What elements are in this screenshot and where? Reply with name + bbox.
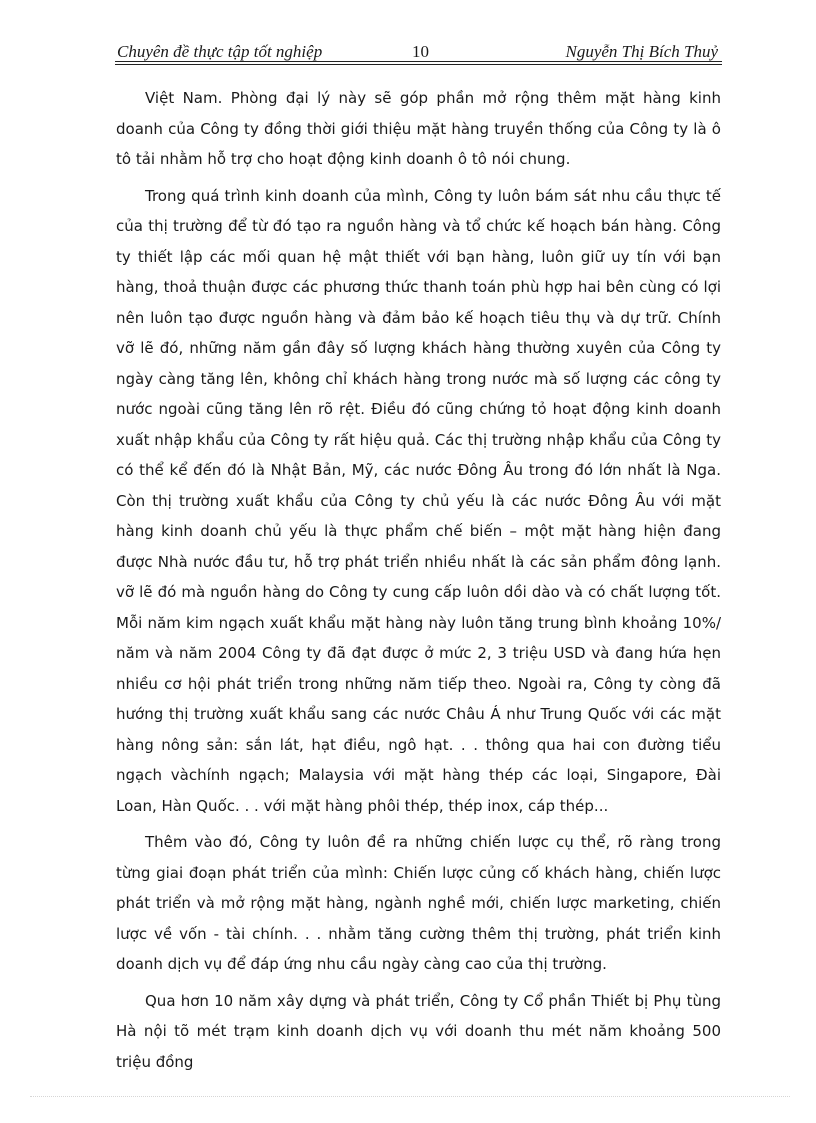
paragraph-4: Qua hơn 10 năm xây dựng và phát triển, Công ty Cổ phần Thiết bị Phụ tùng Hà nội tõ mét trạm kinh doanh dịch vụ với doanh thu mét năm khoảng 500 triệu đồng <box>116 991 721 1071</box>
paragraph-1: Việt Nam. Phòng đại lý này sẽ góp phần mở rộng thêm mặt hàng kinh doanh của Công ty đồng thời giới thiệu mặt hàng truyền thống của Công ty là ô tô tải nhằm hỗ trợ cho hoạt động kinh doanh ô tô nói chung. <box>116 89 721 168</box>
header-page-number: 10 <box>412 42 429 61</box>
page-bottom-edge <box>30 1096 790 1097</box>
header-author-name: Nguyễn Thị Bích Thuỷ <box>565 42 718 61</box>
body-text <box>116 83 721 1083</box>
header-rule-thin <box>115 64 722 65</box>
paragraph-2: Trong quá trình kinh doanh của mình, Công ty luôn bám sát nhu cầu thực tế của thị trường để từ đó tạo ra nguồn hàng và tổ chức kế hoạch bán hàng. Công ty thiết lập các mối quan hệ mật thiết với bạn hàng, luôn giữ uy tín với bạn hàng, thoả thuận được các phương thức thanh toán phù hợp hai bên cùng có lợi nên luôn tạo được nguồn hàng và đảm bảo kế hoạch tiêu thụ và dự trữ. Chính vỡ lẽ đó, những năm gần đây số lượng khách hàng thường xuyên của Công ty ngày càng tăng lên, không chỉ khách hàng trong nước mà số lượng các công ty nước ngoài cũng tăng lên rõ rệt. Điều đó cũng chứng tỏ hoạt động kinh doanh xuất nhập khẩu của Công ty rất hiệu quả. Các thị trường nhập khẩu của Công ty có thể kể đến đó là Nhật Bản, Mỹ, các nước Đông Âu trong đó lớn nhất là Nga. Còn thị trường xuất khẩu của Công ty chủ yếu là các nước Đông Âu với mặt hàng kinh doanh chủ yếu là thực phẩm chế biến – một mặt hàng hiện đang được Nhà nước đầu tư, hỗ trợ phát triển nhiều nhất là các sản phẩm đông lạnh. vỡ lẽ đó mà nguồn hàng do Công ty cung cấp luôn dồi dào và có chất lượng tốt. Mỗi năm kim ngạch xuất khẩu mặt hàng này luôn tăng trung bình khoảng 10%/ năm và năm 2004 Công ty đã đạt được ở mức 2, 3 triệu USD và đang hứa hẹn nhiều cơ hội phát triển trong những năm tiếp theo. Ngoài ra, Công ty còng đã hướng thị trường xuất khẩu sang các nước Châu Á như Trung Quốc với các mặt hàng nông sản: sắn lát, hạt điều, ngô hạt. . . thông qua hai con đường tiểu ngạch vàchính ngạch; Malaysia với mặt hàng thép các loại, Singapore, Đài Loan, Hàn Quốc. . . với mặt hàng phôi thép, thép inox, cáp thép... <box>116 186 721 815</box>
paragraph-3: Thêm vào đó, Công ty luôn đề ra những chiến lược cụ thể, rõ ràng trong từng giai đoạn phát triển của mình: Chiến lược củng cố khách hàng, chiến lược phát triển và mở rộng mặt hàng, ngành nghề mới, chiến lược marketing, chiến lược về vốn - tài chính. . . nhằm tăng cường thêm thị trường, phát triển kinh doanh dịch vụ để đáp ứng nhu cầu ngày càng cao của thị trường. <box>116 833 721 973</box>
header-rule-thick <box>115 61 722 62</box>
header-document-title: Chuyên đề thực tập tốt nghiệp <box>117 42 323 61</box>
